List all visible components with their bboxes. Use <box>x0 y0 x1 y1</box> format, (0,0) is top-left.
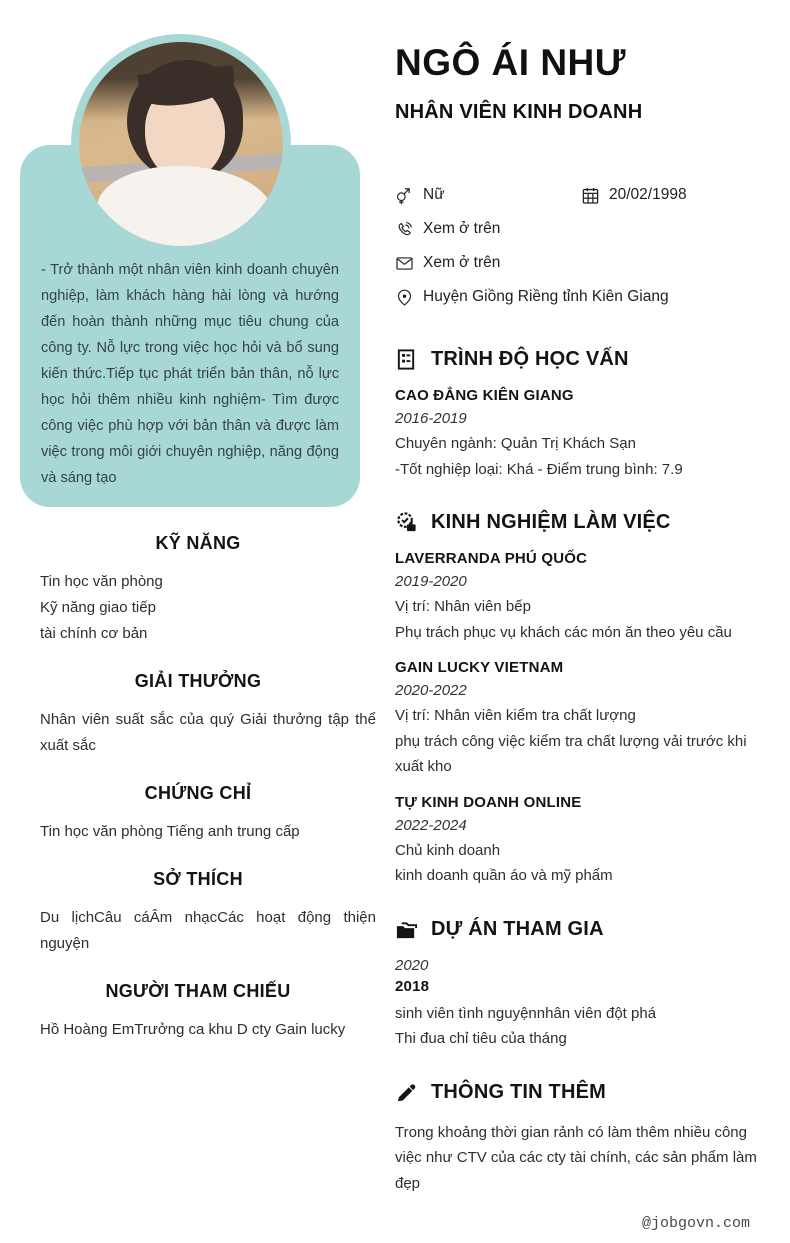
entry-line: kinh doanh quần áo và mỹ phẩm <box>395 867 613 884</box>
sidebar-section-hobbies <box>20 869 376 957</box>
sidebar-section-certificates <box>20 783 376 845</box>
objective-text: - Trở thành một nhân viên kinh doanh chuyên nghiệp, làm khách hàng hài lòng và hướng đến hoàn thành những mục tiêu chung của công ty. Nỗ lực trong việc học hỏi và bổ sung kiến thức.Tiếp tục phát triển bản thân, nỗ lực học hỏi thêm nhiều kinh nghiệm- Tìm được công việc phù hợp với bản thân và được làm việc trong môi giới chuyên nghiệp, năng động và sáng tạo <box>41 262 339 486</box>
contact-phone <box>395 220 500 239</box>
contact-address <box>395 288 669 307</box>
entry-school: CAO ĐẲNG KIÊN GIANG <box>395 387 574 404</box>
section-title: DỰ ÁN THAM GIA <box>431 917 604 940</box>
entry-name: 2018 <box>395 977 430 995</box>
pen-icon <box>395 1081 418 1104</box>
entry-period: 2020-2022 <box>395 682 467 699</box>
contact-email <box>395 254 500 273</box>
folders-icon <box>395 918 418 941</box>
person-name: NGÔ ÁI NHƯ <box>395 42 626 83</box>
entry-line: -Tốt nghiệp loại: Khá - Điểm trung bình: 7.9 <box>395 460 683 478</box>
references-text: Hồ Hoàng EmTrưởng ca khu D cty Gain lucky <box>40 1021 346 1038</box>
skill-item: Kỹ năng giao tiếp <box>40 599 156 616</box>
additional-info-text: Trong khoảng thời gian rảnh có làm thêm nhiều công việc như CTV của các cty tài chính, các sản phẩm làm đẹp <box>395 1123 757 1192</box>
calendar-icon <box>581 186 600 205</box>
hobbies-title: SỞ THÍCH <box>153 869 243 889</box>
location-pin-icon <box>395 288 414 307</box>
experience-entry <box>395 794 777 889</box>
entry-company: LAVERRANDA PHÚ QUỐC <box>395 550 588 567</box>
entry-line: Phụ trách phục vụ khách các món ăn theo yêu cầu <box>395 623 732 641</box>
profile-photo-ring <box>71 34 291 254</box>
phone-icon <box>395 220 414 239</box>
contact-row <box>395 286 777 308</box>
contact-row <box>395 184 777 206</box>
watermark: @jobgovn.com <box>641 1215 750 1232</box>
address-value: Huyện Giồng Riềng tỉnh Kiên Giang <box>423 288 669 305</box>
entry-period: 2019-2020 <box>395 573 467 590</box>
email-value: Xem ở trên <box>423 254 501 271</box>
entry-line: sinh viên tình nguyệnnhân viên đột phá <box>395 1004 657 1022</box>
entry-line: Chuyên ngành: Quản Trị Khách Sạn <box>395 435 636 452</box>
main-column <box>395 42 777 1225</box>
section-title: TRÌNH ĐỘ HỌC VẤN <box>431 348 629 370</box>
section-additional-info <box>395 1081 777 1197</box>
experience-header <box>395 511 777 534</box>
profile-photo <box>79 42 283 246</box>
education-entry <box>395 387 777 482</box>
photo-shirt <box>97 166 273 246</box>
entry-period: 2020 <box>395 956 429 974</box>
sidebar-section-skills <box>20 533 376 647</box>
entry-line: Vị trí: Nhân viên bếp <box>395 598 531 615</box>
entry-line: phụ trách công việc kiểm tra chất lượng vải trước khi xuất kho <box>395 732 747 775</box>
experience-entry <box>395 550 777 645</box>
mail-icon <box>395 254 414 273</box>
skill-item: tài chính cơ bản <box>40 625 148 642</box>
section-experience <box>395 511 777 889</box>
phone-value: Xem ở trên <box>423 220 501 237</box>
skills-title: KỸ NĂNG <box>155 533 241 553</box>
contact-row <box>395 218 777 240</box>
main-sections <box>395 348 777 1196</box>
section-title: KINH NGHIỆM LÀM VIỆC <box>431 511 671 533</box>
entry-company: TỰ KINH DOANH ONLINE <box>395 793 582 811</box>
entry-company: GAIN LUCKY VIETNAM <box>395 659 564 676</box>
project-entry <box>395 957 777 1052</box>
certificates-title: CHỨNG CHỈ <box>144 783 252 803</box>
education-icon <box>395 348 418 371</box>
contact-row <box>395 252 777 274</box>
awards-text: Nhân viên suất sắc của quý Giải thưởng tập thể xuất sắc <box>40 711 376 754</box>
hobbies-text: Du lịchCâu cáÂm nhạcCác hoạt động thiện nguyện <box>40 909 376 952</box>
projects-header <box>395 918 777 941</box>
person-job-title: NHÂN VIÊN KINH DOANH <box>395 101 643 123</box>
entry-line: Chủ kinh doanh <box>395 841 501 859</box>
additional-info-header <box>395 1081 777 1104</box>
contact-list <box>395 184 777 308</box>
section-title: THÔNG TIN THÊM <box>431 1080 607 1103</box>
contact-gender <box>395 186 581 205</box>
gender-icon <box>395 186 414 205</box>
sidebar-section-awards <box>20 671 376 759</box>
section-education <box>395 348 777 482</box>
section-projects <box>395 918 777 1052</box>
gender-value: Nữ <box>423 186 445 203</box>
skill-item: Tin học văn phòng <box>40 573 163 590</box>
experience-entry <box>395 659 777 780</box>
entry-line: Thi đua chỉ tiêu của tháng <box>395 1030 567 1047</box>
entry-period: 2022-2024 <box>395 816 467 834</box>
birthday-value: 20/02/1998 <box>609 186 687 203</box>
awards-title: GIẢI THƯỞNG <box>134 671 262 691</box>
sidebar <box>20 533 376 1067</box>
sidebar-section-references <box>20 981 376 1043</box>
entry-line: Vị trí: Nhân viên kiểm tra chất lượng <box>395 707 636 724</box>
badge-check-briefcase-icon <box>395 511 418 534</box>
skills-list <box>20 569 376 647</box>
references-title: NGƯỜI THAM CHIẾU <box>105 981 291 1001</box>
education-header <box>395 348 777 371</box>
contact-birthday <box>581 186 687 205</box>
certificates-text: Tin học văn phòng Tiếng anh trung cấp <box>40 823 300 840</box>
entry-period: 2016-2019 <box>395 410 467 427</box>
